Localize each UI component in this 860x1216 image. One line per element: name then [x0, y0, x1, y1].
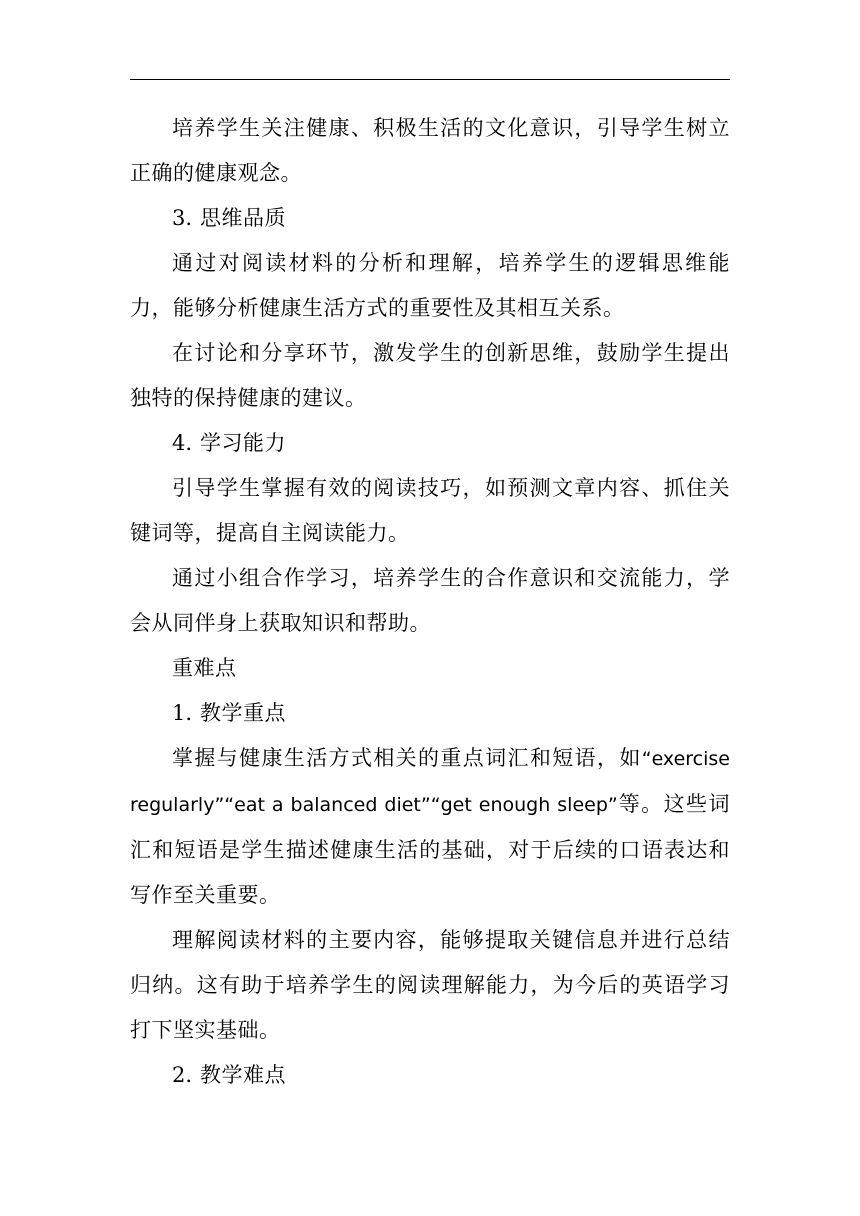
vocabulary-tail: 等。这些词汇和短语是学生描述健康生活的基础，对于后续的口语表达和写作至关重要。 [130, 792, 730, 907]
document-body [130, 106, 730, 1098]
section-title-key-difficult-points: 重难点 [172, 656, 237, 680]
heading-text: 思维品质 [200, 206, 287, 230]
paragraph-logical-thinking: 通过对阅读材料的分析和理解，培养学生的逻辑思维能力，能够分析健康生活方式的重要性及其相互关系。 [130, 251, 730, 320]
heading-thinking-quality [130, 196, 730, 241]
heading-number: 4. [172, 431, 193, 455]
heading-text: 教学重点 [200, 701, 287, 725]
phrase-exercise-regularly: “exercise regularly” [130, 748, 730, 816]
heading-text: 学习能力 [200, 431, 287, 455]
heading-text: 教学难点 [200, 1063, 287, 1087]
heading-number: 2. [172, 1063, 193, 1087]
heading-number: 3. [172, 206, 193, 230]
paragraph-cooperation: 通过小组合作学习，培养学生的合作意识和交流能力，学会从同伴身上获取知识和帮助。 [130, 566, 730, 635]
heading-learning-ability [130, 421, 730, 466]
paragraph-reading-comprehension: 理解阅读材料的主要内容，能够提取关键信息并进行总结归纳。这有助于培养学生的阅读理解能力，为今后的英语学习打下坚实基础。 [130, 928, 730, 1042]
heading-number: 1. [172, 701, 193, 725]
paragraph-creative-thinking: 在讨论和分享环节，激发学生的创新思维，鼓励学生提出独特的保持健康的建议。 [130, 341, 730, 410]
phrase-balanced-diet: “eat a balanced diet” [224, 794, 431, 816]
phrase-enough-sleep: “get enough sleep” [430, 794, 618, 816]
paragraph-cultural-awareness: 培养学生关注健康、积极生活的文化意识，引导学生树立正确的健康观念。 [130, 116, 730, 185]
header-rule [130, 79, 730, 80]
heading-teaching-focus [130, 691, 730, 736]
vocabulary-lead: 掌握与健康生活方式相关的重点词汇和短语，如 [172, 746, 642, 770]
paragraph-reading-skills: 引导学生掌握有效的阅读技巧，如预测文章内容、抓住关键词等，提高自主阅读能力。 [130, 476, 730, 545]
heading-teaching-difficulty [130, 1053, 730, 1098]
paragraph-key-vocabulary [130, 736, 730, 918]
